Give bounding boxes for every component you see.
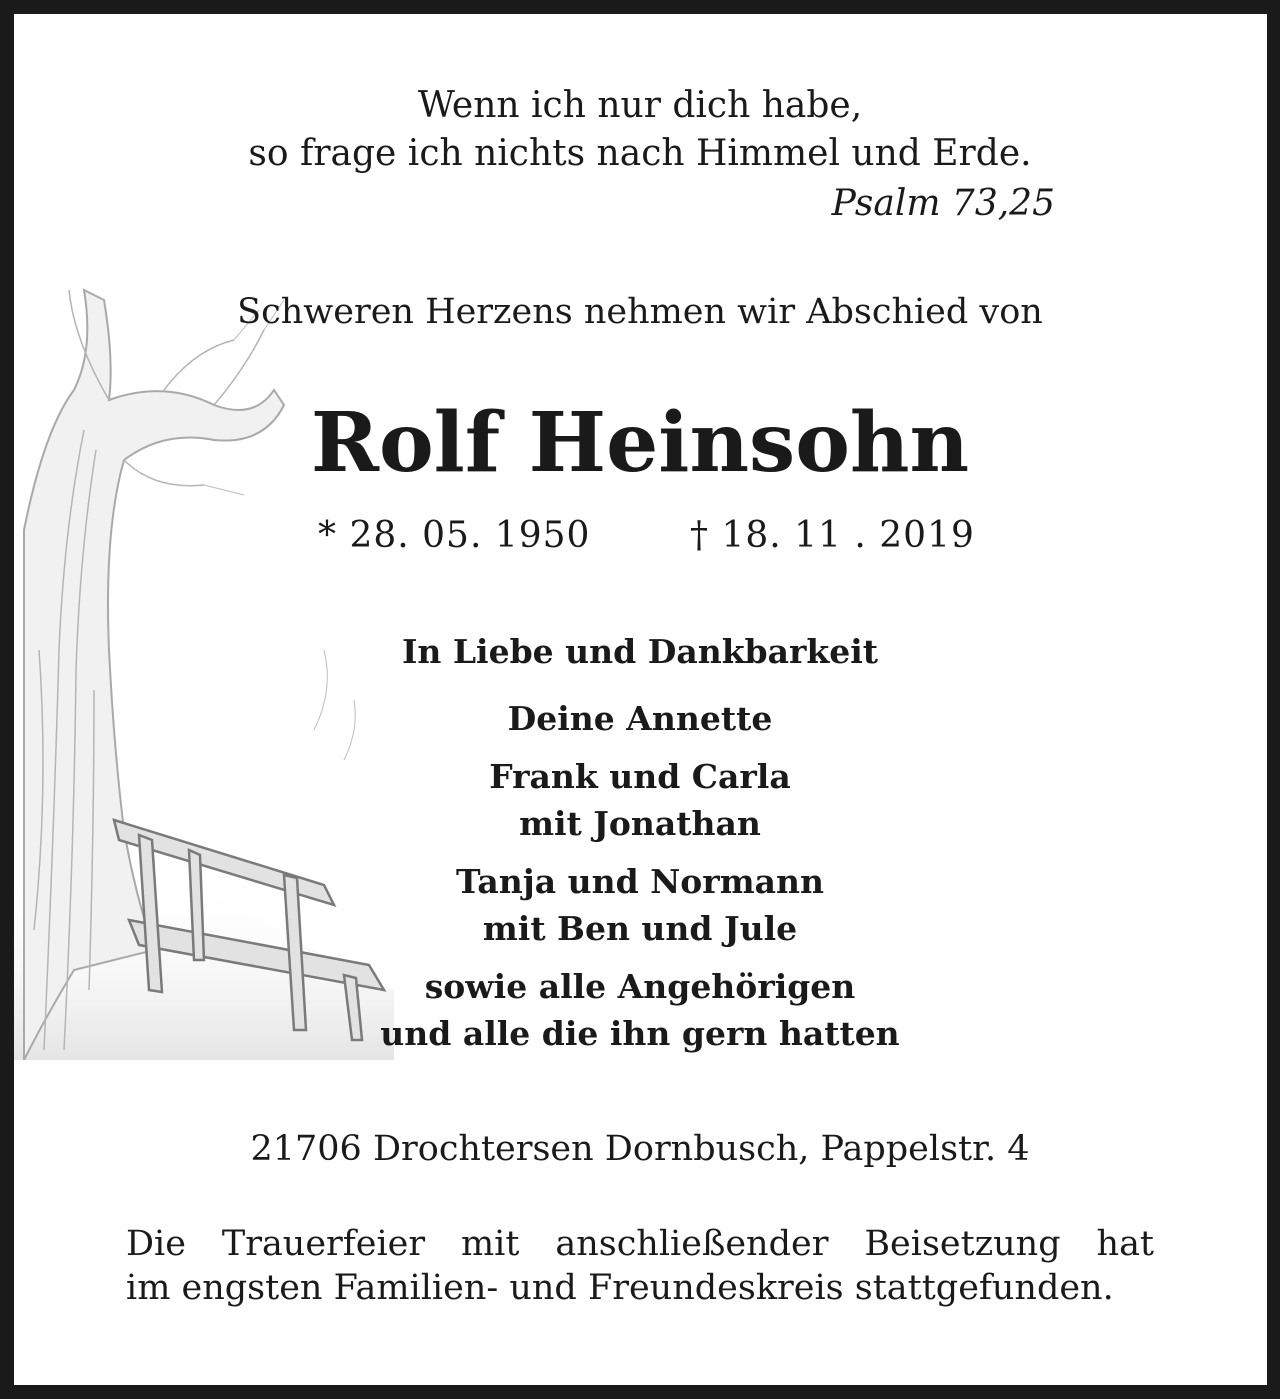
death-date: † 18. 11 . 2019 xyxy=(690,515,975,556)
mourner-line: Deine Annette xyxy=(507,699,773,738)
birth-date: * 28. 05. 1950 xyxy=(318,515,591,556)
mourner-line: mit Jonathan xyxy=(519,804,761,843)
quote-line-2: so frage ich nichts nach Himmel und Erde. xyxy=(248,133,1032,174)
mourner-line: Frank und Carla xyxy=(489,757,791,796)
mourner-line: sowie alle Angehörigen xyxy=(424,967,856,1006)
ceremony-notice-line-1: Die Trauerfeier mit anschließender Beisetzung hat xyxy=(126,1224,1154,1264)
ceremony-notice xyxy=(126,1222,1154,1310)
mourner-line: Tanja und Normann xyxy=(456,862,824,901)
mourners-heading: In Liebe und Dankbarkeit xyxy=(401,632,879,671)
quote-line-1: Wenn ich nur dich habe, xyxy=(417,85,863,126)
quote-source: Psalm 73,25 xyxy=(831,183,1055,224)
deceased-name: Rolf Heinsohn xyxy=(310,395,970,491)
mourner-line: und alle die ihn gern hatten xyxy=(380,1014,900,1053)
address: 21706 Drochtersen Dornbusch, Pappelstr. 4 xyxy=(250,1129,1030,1169)
ceremony-notice-line-2: im engsten Familien- und Freundeskreis stattgefunden. xyxy=(126,1268,1114,1308)
intro-text: Schweren Herzens nehmen wir Abschied von xyxy=(237,292,1043,332)
mourner-line: mit Ben und Jule xyxy=(482,909,798,948)
